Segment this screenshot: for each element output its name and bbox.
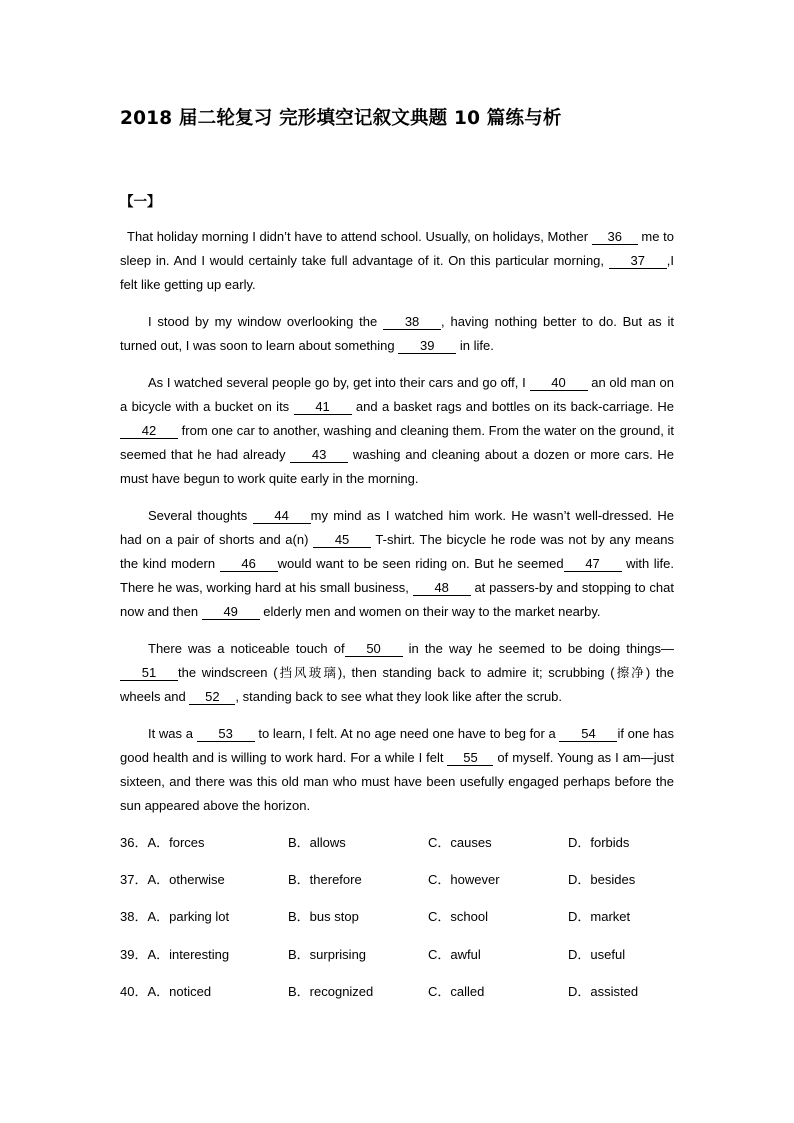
text: in the way he seemed to be doing things—: [402, 641, 674, 656]
option-d: D．market: [568, 909, 631, 925]
paragraph-4: [120, 504, 674, 624]
text: That holiday morning I didn’t have to attend school. Usually, on holidays, Mother: [127, 229, 592, 244]
text: There was a noticeable touch of: [148, 641, 345, 656]
blank-37: 37: [609, 253, 667, 269]
text: elderly men and women on their way to the market nearby.: [259, 604, 601, 619]
option-a: [120, 869, 225, 888]
question-number: 36．: [120, 835, 148, 850]
paragraph-3: [120, 371, 674, 491]
option-row: [120, 981, 680, 1018]
question-number: 38．: [120, 909, 148, 925]
option-b: B．therefore: [288, 872, 362, 888]
chinese-gloss: 擦净: [614, 665, 646, 680]
blank-47: 47: [564, 556, 622, 572]
text: Several thoughts: [148, 508, 253, 523]
text: my mind as I watched him work. He wasn’t well-dressed. He had on a pair of shorts and a(n): [120, 508, 674, 547]
blank-49: 49: [202, 604, 260, 620]
option-row: [120, 906, 680, 943]
text: to learn, I felt. At no age need one have to beg for a: [254, 726, 560, 741]
option-a-text: A．otherwise: [147, 872, 225, 888]
text: I stood by my window overlooking the: [148, 314, 384, 329]
option-row: [120, 832, 680, 869]
page-title: 2018 届二轮复习 完形填空记叙文典题 10 篇练与析: [120, 108, 562, 129]
text: in life.: [456, 338, 494, 353]
option-b: B．surprising: [288, 946, 367, 962]
blank-44: 44: [253, 508, 311, 524]
option-a-text: A．noticed: [147, 983, 212, 999]
text: T-shirt. The bicycle he rode was not by any means the kind modern: [120, 532, 674, 571]
text: if one has good health and is willing to work hard. For a while I felt: [120, 726, 674, 765]
blank-48: 48: [413, 580, 471, 596]
blank-40: 40: [530, 375, 588, 391]
text: an old man on a bicycle with a bucket on its: [120, 375, 674, 414]
option-c: C．school: [428, 909, 488, 925]
question-number: 40．: [120, 983, 148, 999]
blank-46: 46: [220, 556, 278, 572]
option-a-text: A．interesting: [147, 946, 230, 962]
option-a-text: A．forces: [147, 835, 205, 850]
option-b: B．allows: [288, 835, 346, 850]
blank-43: 43: [290, 447, 348, 463]
text: , having nothing better to do. But as it turned out, I was soon to learn about something: [120, 314, 674, 353]
blank-53: 53: [197, 726, 255, 742]
text: me to sleep in. And I would certainly take full advantage of it. On this particular morning,: [120, 229, 675, 268]
blank-42: 42: [120, 423, 178, 439]
paragraph-6: [120, 722, 674, 818]
option-d: D．besides: [568, 872, 636, 888]
blank-55: 55: [447, 750, 493, 766]
text: from one car to another, washing and cleaning them. From the water on the ground, it seemed that he had already: [120, 423, 674, 462]
option-c: C．causes: [428, 835, 492, 850]
question-number: 37．: [120, 872, 148, 888]
text: would want to be seen riding on. But he seemed: [277, 556, 564, 571]
blank-36: 36: [592, 229, 638, 245]
option-a: [120, 906, 229, 925]
text: of myself. Young as I am—just sixteen, and there was this old man who must have been usefully engaged perhaps before the sun appeared above the horizon.: [120, 750, 674, 813]
option-a: [120, 832, 205, 851]
text: with life. There he was, working hard at his small business,: [120, 556, 675, 595]
option-d: D．forbids: [568, 835, 630, 850]
text: washing and cleaning about a dozen or more cars. He must have begun to work quite early in the morning.: [120, 447, 674, 486]
text: the windscreen (: [178, 665, 278, 680]
blank-54: 54: [559, 726, 617, 742]
blank-41: 41: [294, 399, 352, 415]
option-b: B．recognized: [288, 983, 374, 999]
blank-51: 51: [120, 665, 178, 681]
text: ), then standing back to admire it; scrubbing (: [337, 665, 615, 680]
paragraph-2: [120, 310, 674, 358]
paragraph-5: [120, 637, 674, 709]
text: ,I felt like getting up early.: [120, 253, 674, 292]
answer-options: [120, 832, 680, 1018]
blank-45: 45: [313, 532, 371, 548]
blank-38: 38: [383, 314, 441, 330]
blank-39: 39: [398, 338, 456, 354]
option-a: [120, 981, 211, 1000]
option-b: B．bus stop: [288, 909, 359, 925]
text: It was a: [148, 726, 197, 741]
paragraph-1: [120, 225, 674, 297]
option-row: [120, 869, 680, 906]
question-number: 39．: [120, 946, 148, 962]
chinese-gloss: 挡风玻璃: [277, 665, 338, 680]
option-d: D．assisted: [568, 983, 639, 999]
text: As I watched several people go by, get into their cars and go off, I: [148, 375, 530, 390]
section-label: 【一】: [120, 194, 161, 210]
text: at passers-by and stopping to chat now and then: [120, 580, 674, 619]
option-c: C．called: [428, 983, 485, 999]
option-d: D．useful: [568, 946, 626, 962]
option-c: C．however: [428, 872, 500, 888]
option-a-text: A．parking lot: [147, 909, 230, 925]
option-c: C．awful: [428, 946, 481, 962]
blank-50: 50: [345, 641, 403, 657]
text: and a basket rags and bottles on its back-carriage. He: [351, 399, 675, 414]
text: , standing back to see what they look like after the scrub.: [235, 689, 563, 704]
blank-52: 52: [189, 689, 235, 705]
text: ) the wheels and: [120, 665, 674, 704]
option-row: [120, 944, 680, 981]
option-a: [120, 944, 229, 963]
